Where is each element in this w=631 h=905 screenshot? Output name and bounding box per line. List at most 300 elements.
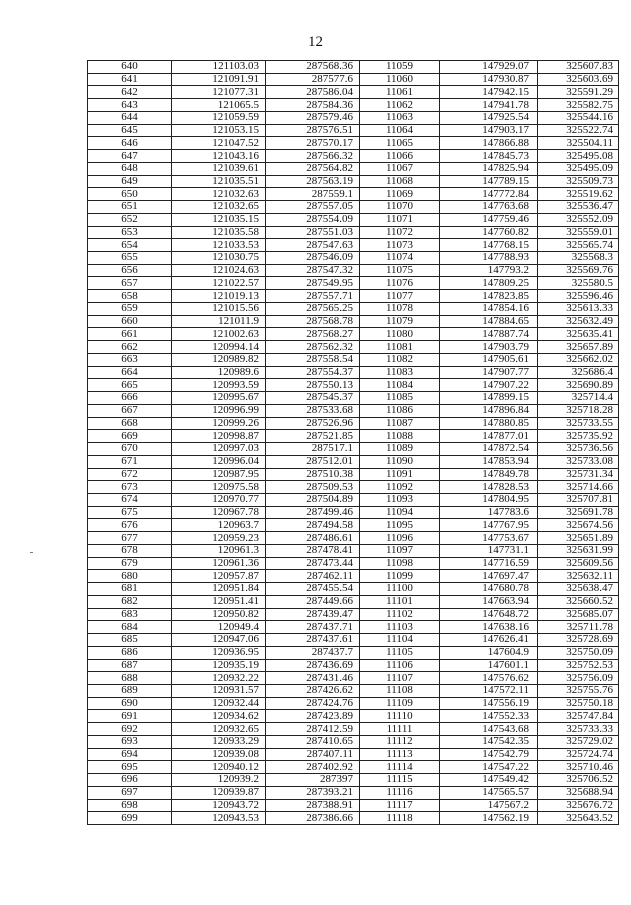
x-coordinate-b-cell: 147809.25: [440, 277, 538, 290]
x-coordinate-b-cell: 147763.68: [440, 201, 538, 214]
point-number-b-cell: 11076: [360, 277, 440, 290]
table-row: [88, 634, 619, 647]
y-coordinate-a-cell: 287547.32: [266, 264, 360, 277]
x-coordinate-b-cell: 147866.88: [440, 137, 538, 150]
point-number-b-cell: 11095: [360, 519, 440, 532]
x-coordinate-b-cell: 147941.78: [440, 99, 538, 112]
point-number-b-cell: 11059: [360, 61, 440, 74]
y-coordinate-b-cell: 325674.56: [538, 519, 619, 532]
table-row: [88, 570, 619, 583]
point-number-a-cell: 658: [88, 290, 172, 303]
x-coordinate-b-cell: 147884.65: [440, 315, 538, 328]
point-number-b-cell: 11089: [360, 443, 440, 456]
x-coordinate-a-cell: 121091.91: [172, 73, 266, 86]
x-coordinate-a-cell: 120961.3: [172, 544, 266, 557]
point-number-a-cell: 660: [88, 315, 172, 328]
y-coordinate-a-cell: 287554.37: [266, 366, 360, 379]
y-coordinate-a-cell: 287397: [266, 774, 360, 787]
table-row: [88, 621, 619, 634]
point-number-a-cell: 647: [88, 150, 172, 163]
x-coordinate-b-cell: 147849.78: [440, 468, 538, 481]
table-row: [88, 774, 619, 787]
point-number-a-cell: 686: [88, 646, 172, 659]
x-coordinate-a-cell: 121039.61: [172, 162, 266, 175]
table-row: [88, 608, 619, 621]
table-row: [88, 341, 619, 354]
table-row: [88, 493, 619, 506]
x-coordinate-b-cell: 147899.15: [440, 392, 538, 405]
point-number-b-cell: 11085: [360, 392, 440, 405]
point-number-a-cell: 641: [88, 73, 172, 86]
y-coordinate-b-cell: 325536.47: [538, 201, 619, 214]
y-coordinate-b-cell: 325731.34: [538, 468, 619, 481]
table-row: [88, 723, 619, 736]
x-coordinate-b-cell: 147604.9: [440, 646, 538, 659]
table-row: [88, 188, 619, 201]
x-coordinate-a-cell: 120947.06: [172, 634, 266, 647]
table-row: [88, 353, 619, 366]
x-coordinate-a-cell: 120994.14: [172, 341, 266, 354]
x-coordinate-a-cell: 121030.75: [172, 252, 266, 265]
y-coordinate-b-cell: 325632.11: [538, 570, 619, 583]
y-coordinate-a-cell: 287510.38: [266, 468, 360, 481]
point-number-a-cell: 697: [88, 786, 172, 799]
point-number-a-cell: 642: [88, 86, 172, 99]
x-coordinate-b-cell: 147556.19: [440, 697, 538, 710]
y-coordinate-b-cell: 325632.49: [538, 315, 619, 328]
point-number-a-cell: 655: [88, 252, 172, 265]
x-coordinate-b-cell: 147567.2: [440, 799, 538, 812]
y-coordinate-b-cell: 325750.18: [538, 697, 619, 710]
point-number-b-cell: 11078: [360, 302, 440, 315]
y-coordinate-a-cell: 287509.53: [266, 481, 360, 494]
y-coordinate-a-cell: 287386.66: [266, 812, 360, 825]
y-coordinate-a-cell: 287579.46: [266, 111, 360, 124]
point-number-a-cell: 674: [88, 493, 172, 506]
y-coordinate-a-cell: 287568.27: [266, 328, 360, 341]
point-number-a-cell: 683: [88, 608, 172, 621]
point-number-a-cell: 690: [88, 697, 172, 710]
point-number-b-cell: 11067: [360, 162, 440, 175]
table-row: [88, 61, 619, 74]
x-coordinate-a-cell: 121022.57: [172, 277, 266, 290]
table-row: [88, 264, 619, 277]
point-number-b-cell: 11103: [360, 621, 440, 634]
x-coordinate-b-cell: 147565.57: [440, 786, 538, 799]
x-coordinate-a-cell: 121033.53: [172, 239, 266, 252]
point-number-b-cell: 11094: [360, 506, 440, 519]
x-coordinate-b-cell: 147880.85: [440, 417, 538, 430]
point-number-a-cell: 646: [88, 137, 172, 150]
point-number-b-cell: 11061: [360, 86, 440, 99]
y-coordinate-a-cell: 287562.32: [266, 341, 360, 354]
y-coordinate-a-cell: 287449.66: [266, 595, 360, 608]
y-coordinate-a-cell: 287554.09: [266, 213, 360, 226]
y-coordinate-b-cell: 325568.3: [538, 252, 619, 265]
table-row: [88, 799, 619, 812]
table-row: [88, 417, 619, 430]
x-coordinate-a-cell: 120995.67: [172, 392, 266, 405]
y-coordinate-b-cell: 325544.16: [538, 111, 619, 124]
x-coordinate-b-cell: 147543.68: [440, 723, 538, 736]
y-coordinate-b-cell: 325596.46: [538, 290, 619, 303]
y-coordinate-b-cell: 325728.69: [538, 634, 619, 647]
y-coordinate-b-cell: 325747.84: [538, 710, 619, 723]
x-coordinate-b-cell: 147759.46: [440, 213, 538, 226]
point-number-b-cell: 11066: [360, 150, 440, 163]
y-coordinate-b-cell: 325714.4: [538, 392, 619, 405]
point-number-a-cell: 648: [88, 162, 172, 175]
point-number-a-cell: 652: [88, 213, 172, 226]
point-number-a-cell: 662: [88, 341, 172, 354]
point-number-a-cell: 651: [88, 201, 172, 214]
point-number-a-cell: 687: [88, 659, 172, 672]
y-coordinate-b-cell: 325733.55: [538, 417, 619, 430]
x-coordinate-a-cell: 121059.59: [172, 111, 266, 124]
y-coordinate-a-cell: 287512.01: [266, 455, 360, 468]
x-coordinate-a-cell: 120939.2: [172, 774, 266, 787]
y-coordinate-b-cell: 325580.5: [538, 277, 619, 290]
x-coordinate-a-cell: 120939.08: [172, 748, 266, 761]
table-row: [88, 175, 619, 188]
x-coordinate-b-cell: 147825.94: [440, 162, 538, 175]
table-row: [88, 162, 619, 175]
point-number-b-cell: 11080: [360, 328, 440, 341]
y-coordinate-b-cell: 325662.02: [538, 353, 619, 366]
y-coordinate-b-cell: 325690.89: [538, 379, 619, 392]
y-coordinate-a-cell: 287407.11: [266, 748, 360, 761]
y-coordinate-b-cell: 325519.62: [538, 188, 619, 201]
y-coordinate-b-cell: 325635.41: [538, 328, 619, 341]
table-row: [88, 430, 619, 443]
y-coordinate-a-cell: 287410.65: [266, 735, 360, 748]
x-coordinate-a-cell: 120950.82: [172, 608, 266, 621]
point-number-b-cell: 11106: [360, 659, 440, 672]
y-coordinate-a-cell: 287504.89: [266, 493, 360, 506]
y-coordinate-a-cell: 287494.58: [266, 519, 360, 532]
y-coordinate-b-cell: 325631.99: [538, 544, 619, 557]
x-coordinate-a-cell: 120935.19: [172, 659, 266, 672]
y-coordinate-a-cell: 287462.11: [266, 570, 360, 583]
x-coordinate-b-cell: 147903.17: [440, 124, 538, 137]
x-coordinate-a-cell: 120951.84: [172, 583, 266, 596]
x-coordinate-b-cell: 147789.15: [440, 175, 538, 188]
table-row: [88, 532, 619, 545]
x-coordinate-a-cell: 120939.87: [172, 786, 266, 799]
x-coordinate-a-cell: 121077.31: [172, 86, 266, 99]
x-coordinate-b-cell: 147601.1: [440, 659, 538, 672]
x-coordinate-a-cell: 120989.82: [172, 353, 266, 366]
point-number-b-cell: 11107: [360, 672, 440, 685]
x-coordinate-b-cell: 147823.85: [440, 290, 538, 303]
table-row: [88, 252, 619, 265]
x-coordinate-b-cell: 147896.84: [440, 404, 538, 417]
table-row: [88, 812, 619, 825]
table-row: [88, 404, 619, 417]
point-number-a-cell: 693: [88, 735, 172, 748]
y-coordinate-b-cell: 325724.74: [538, 748, 619, 761]
x-coordinate-a-cell: 121035.15: [172, 213, 266, 226]
table-row: [88, 748, 619, 761]
x-coordinate-a-cell: 120932.22: [172, 672, 266, 685]
y-coordinate-a-cell: 287545.37: [266, 392, 360, 405]
point-number-b-cell: 11112: [360, 735, 440, 748]
y-coordinate-a-cell: 287426.62: [266, 684, 360, 697]
point-number-a-cell: 699: [88, 812, 172, 825]
y-coordinate-a-cell: 287478.41: [266, 544, 360, 557]
table-row: [88, 239, 619, 252]
y-coordinate-a-cell: 287424.76: [266, 697, 360, 710]
point-number-a-cell: 696: [88, 774, 172, 787]
point-number-b-cell: 11083: [360, 366, 440, 379]
table-row: [88, 290, 619, 303]
table-row: [88, 213, 619, 226]
point-number-a-cell: 667: [88, 404, 172, 417]
x-coordinate-b-cell: 147930.87: [440, 73, 538, 86]
y-coordinate-b-cell: 325686.4: [538, 366, 619, 379]
x-coordinate-a-cell: 120934.62: [172, 710, 266, 723]
y-coordinate-a-cell: 287559.1: [266, 188, 360, 201]
coordinates-table: [87, 60, 619, 825]
point-number-a-cell: 675: [88, 506, 172, 519]
y-coordinate-a-cell: 287499.46: [266, 506, 360, 519]
table-row: [88, 379, 619, 392]
table-row: [88, 595, 619, 608]
table-row: [88, 519, 619, 532]
point-number-a-cell: 656: [88, 264, 172, 277]
point-number-b-cell: 11069: [360, 188, 440, 201]
y-coordinate-b-cell: 325657.89: [538, 341, 619, 354]
y-coordinate-a-cell: 287557.71: [266, 290, 360, 303]
x-coordinate-a-cell: 121053.15: [172, 124, 266, 137]
x-coordinate-b-cell: 147804.95: [440, 493, 538, 506]
y-coordinate-b-cell: 325729.02: [538, 735, 619, 748]
x-coordinate-a-cell: 120951.41: [172, 595, 266, 608]
table-row: [88, 468, 619, 481]
point-number-b-cell: 11068: [360, 175, 440, 188]
y-coordinate-a-cell: 287546.09: [266, 252, 360, 265]
x-coordinate-b-cell: 147547.22: [440, 761, 538, 774]
point-number-b-cell: 11084: [360, 379, 440, 392]
table-row: [88, 366, 619, 379]
y-coordinate-a-cell: 287557.05: [266, 201, 360, 214]
point-number-a-cell: 680: [88, 570, 172, 583]
table-row: [88, 124, 619, 137]
x-coordinate-a-cell: 120957.87: [172, 570, 266, 583]
x-coordinate-a-cell: 120993.59: [172, 379, 266, 392]
point-number-b-cell: 11111: [360, 723, 440, 736]
y-coordinate-a-cell: 287568.36: [266, 61, 360, 74]
x-coordinate-a-cell: 120936.95: [172, 646, 266, 659]
table-row: [88, 544, 619, 557]
x-coordinate-a-cell: 121011.9: [172, 315, 266, 328]
x-coordinate-b-cell: 147638.16: [440, 621, 538, 634]
y-coordinate-b-cell: 325582.75: [538, 99, 619, 112]
x-coordinate-b-cell: 147562.19: [440, 812, 538, 825]
y-coordinate-b-cell: 325559.01: [538, 226, 619, 239]
y-coordinate-a-cell: 287551.03: [266, 226, 360, 239]
point-number-b-cell: 11064: [360, 124, 440, 137]
point-number-a-cell: 650: [88, 188, 172, 201]
point-number-a-cell: 694: [88, 748, 172, 761]
x-coordinate-b-cell: 147854.16: [440, 302, 538, 315]
point-number-a-cell: 685: [88, 634, 172, 647]
x-coordinate-a-cell: 120997.03: [172, 443, 266, 456]
point-number-b-cell: 11092: [360, 481, 440, 494]
table-row: [88, 201, 619, 214]
point-number-a-cell: 669: [88, 430, 172, 443]
point-number-b-cell: 11077: [360, 290, 440, 303]
y-coordinate-b-cell: 325755.76: [538, 684, 619, 697]
y-coordinate-a-cell: 287412.59: [266, 723, 360, 736]
point-number-b-cell: 11109: [360, 697, 440, 710]
x-coordinate-b-cell: 147697.47: [440, 570, 538, 583]
x-coordinate-b-cell: 147542.79: [440, 748, 538, 761]
point-number-a-cell: 661: [88, 328, 172, 341]
point-number-a-cell: 678: [88, 544, 172, 557]
x-coordinate-a-cell: 121047.52: [172, 137, 266, 150]
point-number-a-cell: 672: [88, 468, 172, 481]
table-row: [88, 659, 619, 672]
y-coordinate-b-cell: 325706.52: [538, 774, 619, 787]
y-coordinate-a-cell: 287570.17: [266, 137, 360, 150]
x-coordinate-b-cell: 147907.77: [440, 366, 538, 379]
x-coordinate-a-cell: 121043.16: [172, 150, 266, 163]
table-row: [88, 684, 619, 697]
point-number-b-cell: 11062: [360, 99, 440, 112]
y-coordinate-b-cell: 325710.46: [538, 761, 619, 774]
table-row: [88, 99, 619, 112]
point-number-a-cell: 688: [88, 672, 172, 685]
point-number-b-cell: 11082: [360, 353, 440, 366]
table-row: [88, 697, 619, 710]
y-coordinate-a-cell: 287521.85: [266, 430, 360, 443]
table-row: [88, 735, 619, 748]
x-coordinate-a-cell: 121035.58: [172, 226, 266, 239]
page-number: 12: [308, 34, 323, 50]
x-coordinate-b-cell: 147767.95: [440, 519, 538, 532]
x-coordinate-a-cell: 121015.56: [172, 302, 266, 315]
y-coordinate-a-cell: 287584.36: [266, 99, 360, 112]
point-number-b-cell: 11098: [360, 557, 440, 570]
point-number-b-cell: 11088: [360, 430, 440, 443]
x-coordinate-b-cell: 147576.62: [440, 672, 538, 685]
x-coordinate-a-cell: 120943.72: [172, 799, 266, 812]
x-coordinate-a-cell: 120996.04: [172, 455, 266, 468]
x-coordinate-a-cell: 120963.7: [172, 519, 266, 532]
y-coordinate-a-cell: 287577.6: [266, 73, 360, 86]
y-coordinate-a-cell: 287436.69: [266, 659, 360, 672]
x-coordinate-b-cell: 147626.41: [440, 634, 538, 647]
y-coordinate-b-cell: 325711.78: [538, 621, 619, 634]
y-coordinate-b-cell: 325495.08: [538, 150, 619, 163]
y-coordinate-a-cell: 287566.32: [266, 150, 360, 163]
x-coordinate-b-cell: 147572.11: [440, 684, 538, 697]
y-coordinate-b-cell: 325718.28: [538, 404, 619, 417]
y-coordinate-b-cell: 325504.11: [538, 137, 619, 150]
x-coordinate-a-cell: 120975.58: [172, 481, 266, 494]
y-coordinate-a-cell: 287431.46: [266, 672, 360, 685]
x-coordinate-b-cell: 147942.15: [440, 86, 538, 99]
x-coordinate-a-cell: 121103.03: [172, 61, 266, 74]
point-number-a-cell: 677: [88, 532, 172, 545]
y-coordinate-a-cell: 287388.91: [266, 799, 360, 812]
y-coordinate-a-cell: 287423.89: [266, 710, 360, 723]
y-coordinate-b-cell: 325676.72: [538, 799, 619, 812]
point-number-a-cell: 665: [88, 379, 172, 392]
point-number-b-cell: 11099: [360, 570, 440, 583]
point-number-b-cell: 11087: [360, 417, 440, 430]
x-coordinate-a-cell: 120932.65: [172, 723, 266, 736]
point-number-b-cell: 11115: [360, 774, 440, 787]
x-coordinate-b-cell: 147716.59: [440, 557, 538, 570]
x-coordinate-b-cell: 147753.67: [440, 532, 538, 545]
x-coordinate-b-cell: 147783.6: [440, 506, 538, 519]
y-coordinate-b-cell: 325733.33: [538, 723, 619, 736]
y-coordinate-a-cell: 287473.44: [266, 557, 360, 570]
point-number-b-cell: 11100: [360, 583, 440, 596]
x-coordinate-b-cell: 147680.78: [440, 583, 538, 596]
x-coordinate-a-cell: 120933.29: [172, 735, 266, 748]
y-coordinate-b-cell: 325565.74: [538, 239, 619, 252]
point-number-a-cell: 671: [88, 455, 172, 468]
y-coordinate-b-cell: 325603.69: [538, 73, 619, 86]
point-number-a-cell: 684: [88, 621, 172, 634]
point-number-a-cell: 645: [88, 124, 172, 137]
y-coordinate-a-cell: 287393.21: [266, 786, 360, 799]
table-row: [88, 761, 619, 774]
table-row: [88, 672, 619, 685]
point-number-b-cell: 11113: [360, 748, 440, 761]
x-coordinate-a-cell: 120999.26: [172, 417, 266, 430]
point-number-a-cell: 663: [88, 353, 172, 366]
y-coordinate-a-cell: 287526.96: [266, 417, 360, 430]
table-row: [88, 710, 619, 723]
point-number-b-cell: 11110: [360, 710, 440, 723]
point-number-b-cell: 11079: [360, 315, 440, 328]
x-coordinate-b-cell: 147788.93: [440, 252, 538, 265]
point-number-b-cell: 11102: [360, 608, 440, 621]
point-number-a-cell: 657: [88, 277, 172, 290]
x-coordinate-b-cell: 147731.1: [440, 544, 538, 557]
point-number-a-cell: 664: [88, 366, 172, 379]
y-coordinate-b-cell: 325638.47: [538, 583, 619, 596]
y-coordinate-a-cell: 287437.61: [266, 634, 360, 647]
y-coordinate-b-cell: 325522.74: [538, 124, 619, 137]
y-coordinate-b-cell: 325660.52: [538, 595, 619, 608]
point-number-a-cell: 644: [88, 111, 172, 124]
x-coordinate-a-cell: 121035.51: [172, 175, 266, 188]
table-row: [88, 226, 619, 239]
y-coordinate-a-cell: 287549.95: [266, 277, 360, 290]
x-coordinate-b-cell: 147793.2: [440, 264, 538, 277]
table-row: [88, 111, 619, 124]
point-number-a-cell: 695: [88, 761, 172, 774]
y-coordinate-b-cell: 325651.89: [538, 532, 619, 545]
point-number-b-cell: 11101: [360, 595, 440, 608]
x-coordinate-a-cell: 120940.12: [172, 761, 266, 774]
y-coordinate-b-cell: 325736.56: [538, 443, 619, 456]
y-coordinate-a-cell: 287439.47: [266, 608, 360, 621]
x-coordinate-a-cell: 121019.13: [172, 290, 266, 303]
y-coordinate-a-cell: 287565.25: [266, 302, 360, 315]
y-coordinate-a-cell: 287563.19: [266, 175, 360, 188]
point-number-b-cell: 11073: [360, 239, 440, 252]
x-coordinate-a-cell: 121024.63: [172, 264, 266, 277]
table-row: [88, 328, 619, 341]
table-row: [88, 73, 619, 86]
table-row: [88, 277, 619, 290]
